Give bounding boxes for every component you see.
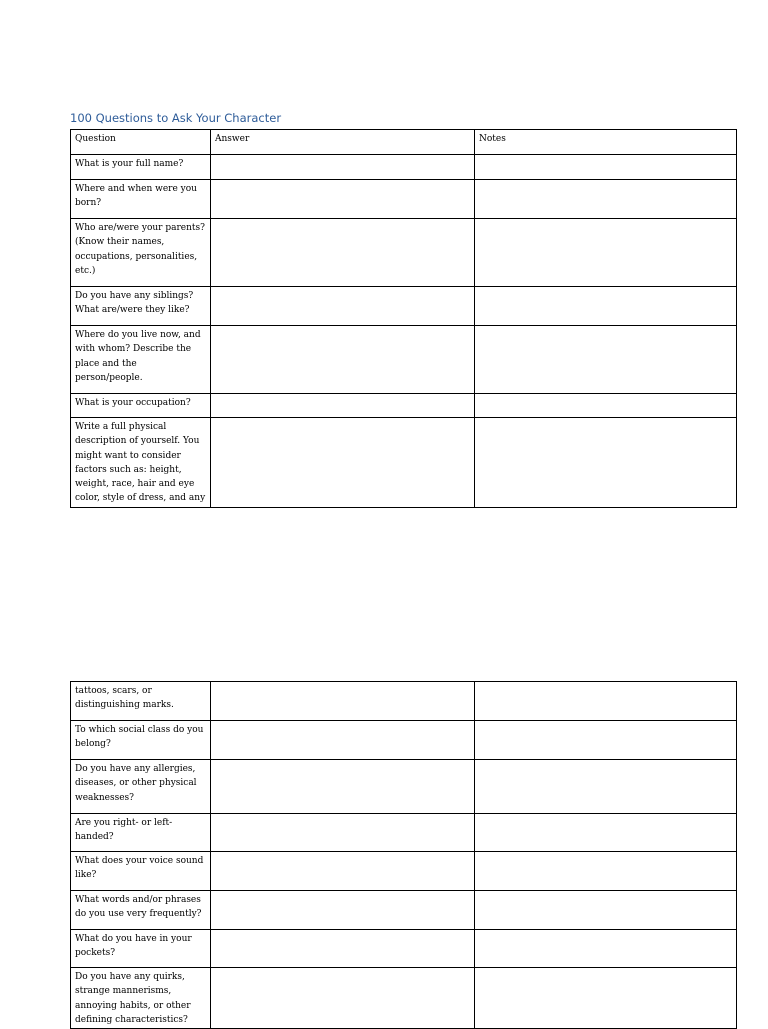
table-row xyxy=(71,968,737,1029)
notes-cell[interactable] xyxy=(475,219,737,287)
answer-cell[interactable] xyxy=(211,760,475,814)
table-row xyxy=(71,930,737,968)
question-cell: What words and/or phrases do you use very frequently? xyxy=(71,891,211,930)
notes-column-header: Notes xyxy=(475,130,737,155)
notes-cell[interactable] xyxy=(475,682,737,721)
table-row xyxy=(71,682,737,721)
answer-cell[interactable] xyxy=(211,394,475,418)
question-cell: Do you have any quirks, strange mannerisms, annoying habits, or other defining characteristics? xyxy=(71,968,211,1029)
answer-cell[interactable] xyxy=(211,155,475,180)
question-cell: Write a full physical description of yourself. You might want to consider factors such as: height, weight, race, hair and eye color, style of dress, and any xyxy=(71,418,211,508)
answer-cell[interactable] xyxy=(211,814,475,852)
notes-cell[interactable] xyxy=(475,852,737,891)
question-cell: What is your full name? xyxy=(71,155,211,180)
answer-cell[interactable] xyxy=(211,721,475,760)
table-row xyxy=(71,180,737,219)
notes-cell[interactable] xyxy=(475,760,737,814)
notes-cell[interactable] xyxy=(475,394,737,418)
table-row xyxy=(71,418,737,508)
answer-cell[interactable] xyxy=(211,682,475,721)
question-cell: What is your occupation? xyxy=(71,394,211,418)
answer-cell[interactable] xyxy=(211,219,475,287)
table-row xyxy=(71,852,737,891)
document-title: 100 Questions to Ask Your Character xyxy=(70,111,282,125)
table-row xyxy=(71,394,737,418)
table-row xyxy=(71,219,737,287)
notes-cell[interactable] xyxy=(475,418,737,508)
table-row xyxy=(71,287,737,326)
question-cell: What does your voice sound like? xyxy=(71,852,211,891)
notes-cell[interactable] xyxy=(475,326,737,394)
question-cell: Do you have any allergies, diseases, or other physical weaknesses? xyxy=(71,760,211,814)
table-row xyxy=(71,814,737,852)
answer-column-header: Answer xyxy=(211,130,475,155)
answer-cell[interactable] xyxy=(211,891,475,930)
answer-cell[interactable] xyxy=(211,326,475,394)
question-cell: Are you right- or left-handed? xyxy=(71,814,211,852)
answer-cell[interactable] xyxy=(211,930,475,968)
table-row xyxy=(71,721,737,760)
question-cell: Do you have any siblings? What are/were they like? xyxy=(71,287,211,326)
questions-table-page-one xyxy=(70,129,737,508)
question-cell: tattoos, scars, or distinguishing marks. xyxy=(71,682,211,721)
answer-cell[interactable] xyxy=(211,180,475,219)
notes-cell[interactable] xyxy=(475,287,737,326)
question-cell: To which social class do you belong? xyxy=(71,721,211,760)
table-row xyxy=(71,155,737,180)
notes-cell[interactable] xyxy=(475,930,737,968)
notes-cell[interactable] xyxy=(475,155,737,180)
question-cell: What do you have in your pockets? xyxy=(71,930,211,968)
answer-cell[interactable] xyxy=(211,418,475,508)
question-cell: Where and when were you born? xyxy=(71,180,211,219)
table-row xyxy=(71,760,737,814)
question-cell: Who are/were your parents? (Know their names, occupations, personalities, etc.) xyxy=(71,219,211,287)
question-cell: Where do you live now, and with whom? Describe the place and the person/people. xyxy=(71,326,211,394)
answer-cell[interactable] xyxy=(211,852,475,891)
table-header-row xyxy=(71,130,737,155)
notes-cell[interactable] xyxy=(475,814,737,852)
questions-table-page-two xyxy=(70,681,737,1029)
notes-cell[interactable] xyxy=(475,721,737,760)
table-row xyxy=(71,326,737,394)
answer-cell[interactable] xyxy=(211,287,475,326)
question-column-header: Question xyxy=(71,130,211,155)
table-row xyxy=(71,891,737,930)
notes-cell[interactable] xyxy=(475,968,737,1029)
answer-cell[interactable] xyxy=(211,968,475,1029)
notes-cell[interactable] xyxy=(475,180,737,219)
notes-cell[interactable] xyxy=(475,891,737,930)
